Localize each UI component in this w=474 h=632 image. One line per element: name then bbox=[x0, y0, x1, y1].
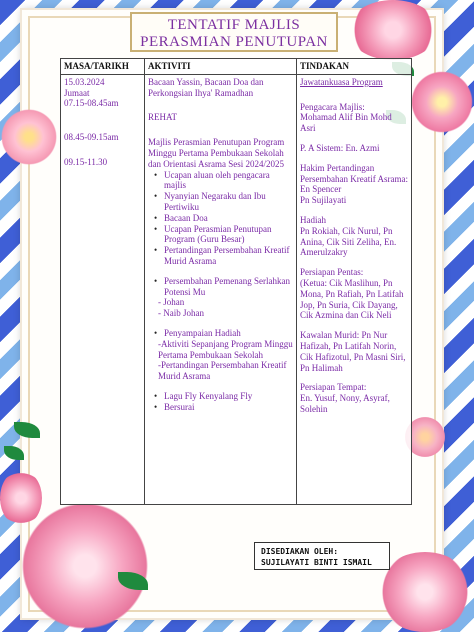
date-text: 15.03.2024 bbox=[64, 76, 105, 87]
header-aktiviti: AKTIVITI bbox=[145, 59, 297, 75]
list-item: • Ucapan Perasmian Penutupan Program (Guru Besar) bbox=[154, 224, 293, 246]
aktiviti-list-1 bbox=[154, 170, 293, 267]
list-item: • Pertandingan Persembahan Kreatif Murid Asrama bbox=[154, 245, 293, 267]
header-masa: MASA/TARIKH bbox=[61, 59, 145, 75]
time-3: 09.15-11.30 bbox=[64, 156, 108, 167]
table-row bbox=[61, 74, 412, 504]
signature-name: SUJILAYATI BINTI ISMAIL bbox=[261, 558, 372, 567]
flower-top-right bbox=[348, 0, 438, 60]
title-line-1: TENTATIF MAJLIS bbox=[167, 17, 301, 33]
page-title bbox=[130, 12, 338, 52]
flower-bottom-left-large bbox=[20, 500, 150, 632]
flower-left bbox=[0, 108, 58, 166]
time-1: 07.15-08.45am bbox=[64, 98, 119, 109]
schedule-table bbox=[60, 58, 412, 505]
masa-cell bbox=[61, 74, 145, 504]
title-line-2: PERASMIAN PENUTUPAN bbox=[140, 34, 328, 50]
tempat-label: Persiapan Tempat: bbox=[300, 382, 367, 393]
list-item: • Nyanyian Negaraku dan Ibu Pertiwiku bbox=[154, 191, 293, 213]
aktiviti-list-hadiah bbox=[154, 328, 293, 339]
tindakan-jk: Jawatankuasa Program bbox=[300, 76, 383, 87]
aktiviti-list-2 bbox=[154, 391, 293, 413]
flower-left-bottom bbox=[0, 470, 42, 526]
pentas-names-2: Jop, Pn Suria, Cik Dayang, Cik Azmina dan Cik Neli bbox=[300, 299, 398, 321]
aktiviti-3: Majlis Perasmian Penutupan Program Minggu Pertama Pembukaan Sekolah dan Orientasi Asrama Sesi 2024/2025 bbox=[148, 137, 285, 169]
list-item: • Bersurai bbox=[154, 402, 293, 413]
signature-box bbox=[254, 542, 390, 570]
aktiviti-cell bbox=[145, 74, 297, 504]
tindakan-cell bbox=[297, 74, 412, 504]
hakim-label: Hakim Pertandingan Persembahan Kreatif Asrama: bbox=[300, 162, 408, 184]
header-tindakan: TINDAKAN bbox=[297, 59, 412, 75]
pengacara-name: Mohamad Alif Bin Mohd Asri bbox=[300, 112, 392, 134]
hakim-1: En Spencer bbox=[300, 184, 342, 195]
kawalan-text: Kawalan Murid: Pn Nur Hafizah, Pn Latifah Norin, Cik Hafizotul, Pn Masni Siri, Pn Halimah bbox=[300, 330, 406, 373]
list-item: • Penyampaian Hadiah bbox=[154, 328, 293, 339]
hakim-2: Pn Sujilayati bbox=[300, 195, 347, 206]
hadiah-detail-2: -Pertandingan Persembahan Kreatif Murid Asrama bbox=[158, 360, 287, 382]
tempat-names: En. Yusuf, Nony, Asyraf, Solehin bbox=[300, 393, 390, 414]
aktiviti-1: Bacaan Yassin, Bacaan Doa dan Perkongsian Ihya' Ramadhan bbox=[148, 76, 264, 98]
pentas-names: (Ketua: Cik Maslihun, Pn Mona, Pn Rafiah, Pn Latifah bbox=[300, 277, 404, 299]
aktiviti-2: REHAT bbox=[148, 112, 177, 123]
time-2: 08.45-09.15am bbox=[64, 132, 119, 143]
pengacara-label: Pengacara Majlis: bbox=[300, 101, 365, 112]
list-item: • Persembahan Pemenang Serlahkan Potensi Mu bbox=[154, 276, 293, 298]
johan-text: - Johan bbox=[158, 297, 185, 308]
list-item: • Ucapan aluan oleh pengacara majlis bbox=[154, 170, 293, 192]
day-text: Jumaat bbox=[64, 87, 90, 98]
pentas-label: Persiapan Pentas: bbox=[300, 267, 364, 278]
signature-label: DISEDIAKAN OLEH: bbox=[261, 547, 339, 556]
flower-bottom-right bbox=[376, 552, 474, 632]
table-header-row bbox=[61, 59, 412, 75]
flower-right bbox=[410, 70, 474, 134]
aktiviti-list-pemenang bbox=[154, 276, 293, 298]
naib-johan-text: - Naib Johan bbox=[158, 308, 204, 319]
sistem-text: P. A Sistem: En. Azmi bbox=[300, 142, 380, 153]
list-item: • Lagu Fly Kenyalang Fly bbox=[154, 391, 293, 402]
list-item: • Bacaan Doa bbox=[154, 213, 293, 224]
hadiah-label: Hadiah bbox=[300, 214, 326, 225]
hadiah-detail-1: -Aktiviti Sepanjang Program Minggu Pertama Pembukaan Sekolah bbox=[158, 338, 293, 360]
hadiah-names: Pn Rokiah, Cik Nurul, Pn Anina, Cik Siti Zeliha, En. Amerulzakry bbox=[300, 225, 397, 258]
